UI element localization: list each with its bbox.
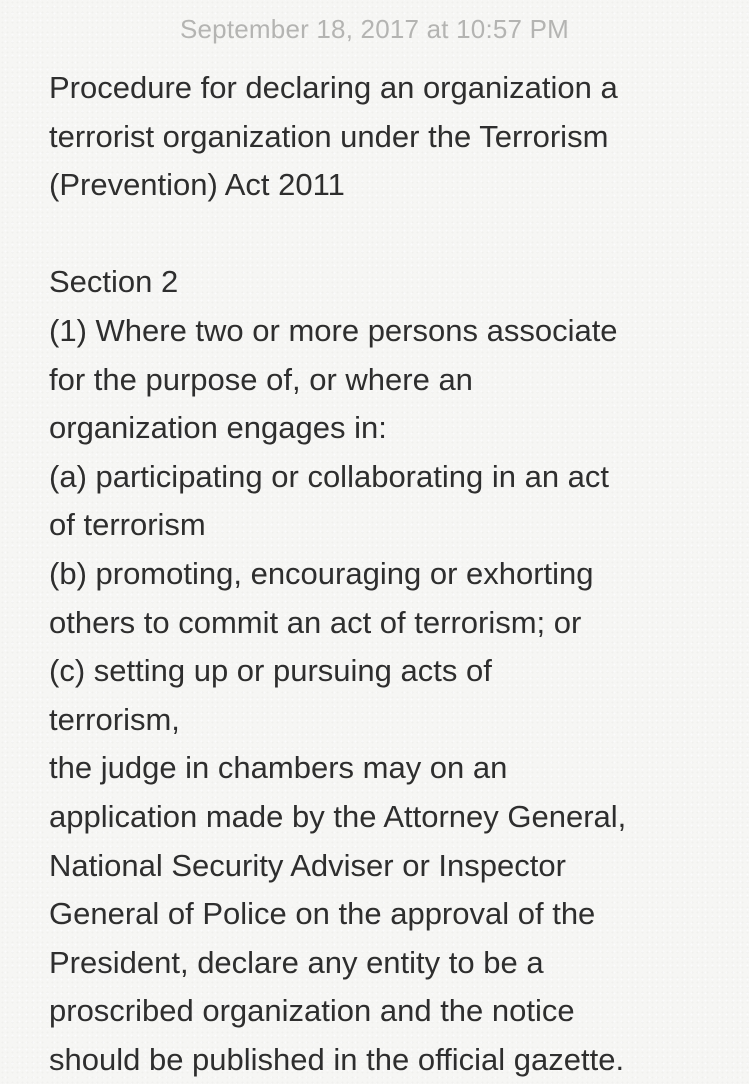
note-line: (a) participating or collaborating in an act — [49, 458, 610, 494]
note-line: terrorist organization under the Terrorism — [49, 118, 609, 154]
note-line: Section 2 — [49, 264, 179, 300]
note-line: (Prevention) Act 2011 — [49, 167, 345, 203]
note-line: (1) Where two or more persons associate — [49, 312, 618, 348]
note-line: for the purpose of, or where an — [49, 361, 473, 397]
note-line: organization engages in: — [49, 410, 387, 446]
note-line: (c) setting up or pursuing acts of — [49, 653, 492, 689]
note-line: National Security Adviser or Inspector — [49, 847, 566, 883]
note-line: should be published in the official gazette. — [49, 1041, 625, 1077]
note-line: of terrorism — [49, 507, 206, 543]
note-body-text[interactable] — [49, 64, 729, 1084]
note-line: General of Police on the approval of the — [49, 896, 596, 932]
note-line: President, declare any entity to be a — [49, 944, 544, 980]
note-line: (b) promoting, encouraging or exhorting — [49, 555, 594, 591]
note-timestamp: September 18, 2017 at 10:57 PM — [179, 14, 570, 44]
note-line: the judge in chambers may on an — [49, 750, 508, 786]
note-line: terrorism, — [49, 701, 180, 737]
note-line: others to commit an act of terrorism; or — [49, 604, 582, 640]
note-blank-line — [49, 210, 729, 259]
note-line: application made by the Attorney General, — [49, 798, 627, 834]
note-line: Procedure for declaring an organization a — [49, 70, 618, 105]
note-line: proscribed organization and the notice — [49, 993, 575, 1029]
